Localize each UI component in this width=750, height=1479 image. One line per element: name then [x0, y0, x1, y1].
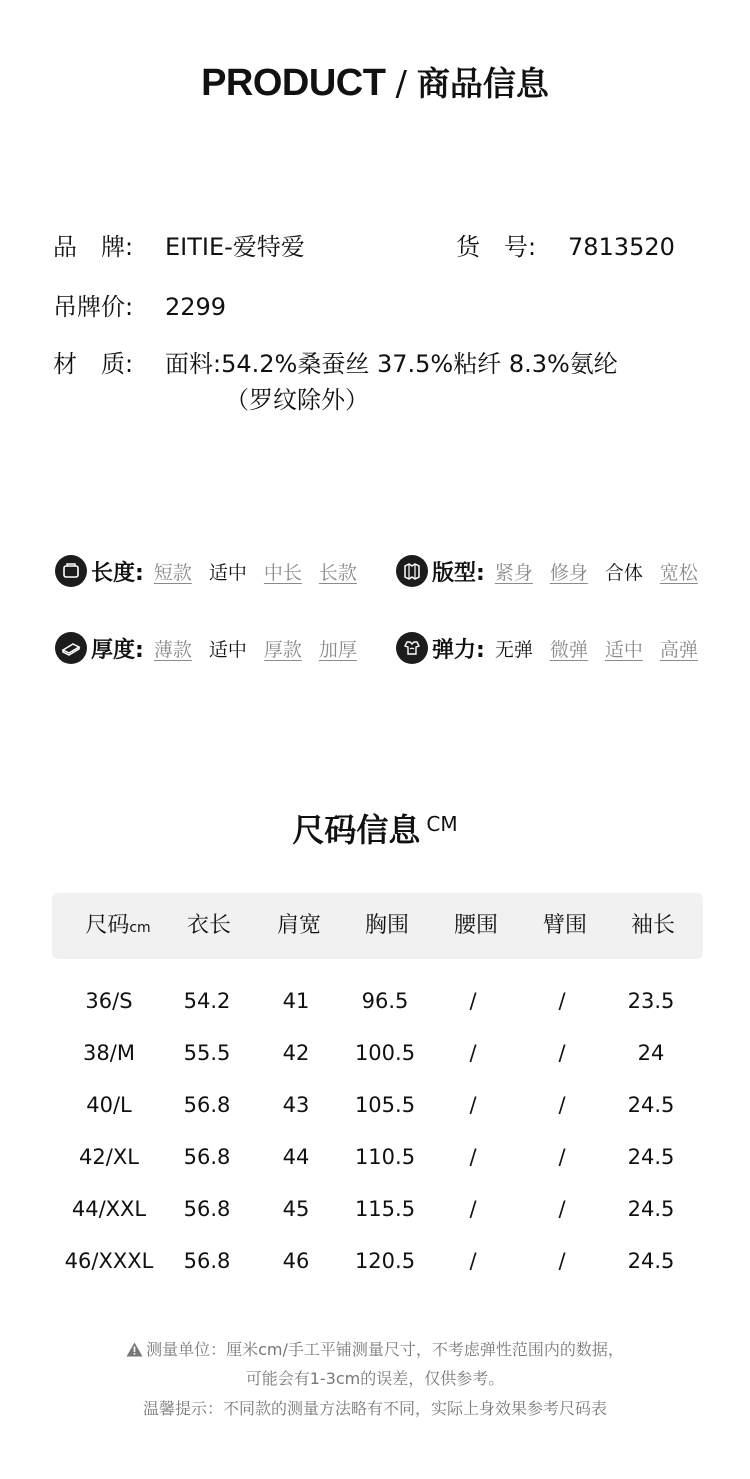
price-value: 2299: [165, 293, 227, 321]
table-cell: /: [558, 1145, 566, 1169]
size-section-title: [0, 805, 750, 851]
attr-thickness: [55, 631, 374, 665]
page-title: [0, 58, 750, 105]
table-row: [0, 1142, 750, 1172]
table-cell: 100.5: [354, 1041, 416, 1065]
fit-icon: [396, 555, 428, 587]
table-cell: 46: [282, 1249, 310, 1273]
table-cell: /: [558, 1197, 566, 1221]
table-cell: 42: [282, 1041, 310, 1065]
table-cell: /: [469, 1093, 477, 1117]
attr-elasticity-opt-0: 无弹: [494, 638, 533, 661]
table-cell: /: [469, 1041, 477, 1065]
table-cell: 24: [637, 1041, 665, 1065]
table-row: [0, 1194, 750, 1224]
size-title-unit: CM: [426, 812, 458, 836]
table-cell: 24.5: [627, 1249, 675, 1273]
warning-icon: [126, 1342, 143, 1357]
attr-thickness-name: 厚度:: [91, 637, 144, 663]
attr-fit-opt-1: 修身: [549, 561, 588, 584]
title-slash: /: [395, 64, 407, 104]
attr-fit: [396, 554, 698, 588]
brand-row: [53, 227, 305, 262]
table-cell: 43: [282, 1093, 310, 1117]
table-cell: /: [469, 1145, 477, 1169]
attr-length-name: 长度:: [91, 560, 144, 586]
attr-elasticity-name: 弹力:: [432, 637, 485, 663]
header-size-unit: cm: [129, 920, 151, 936]
table-cell: /: [469, 989, 477, 1013]
table-cell: /: [558, 1093, 566, 1117]
header-chest: 胸围: [364, 913, 410, 938]
table-cell: 54.2: [183, 989, 231, 1013]
table-cell: 110.5: [354, 1145, 416, 1169]
brand-label: 品 牌:: [53, 233, 134, 261]
table-cell: 105.5: [354, 1093, 416, 1117]
table-cell: 56.8: [183, 1145, 231, 1169]
size-title-text: 尺码信息: [292, 811, 421, 849]
table-cell: /: [558, 1249, 566, 1273]
table-cell: 56.8: [183, 1093, 231, 1117]
table-row: [0, 1090, 750, 1120]
table-cell: 24.5: [627, 1093, 675, 1117]
table-cell: 24.5: [627, 1145, 675, 1169]
table-cell: 55.5: [183, 1041, 231, 1065]
header-shoulder: 肩宽: [276, 913, 322, 938]
price-row: [53, 287, 226, 322]
table-cell: 96.5: [361, 989, 409, 1013]
table-cell: 24.5: [627, 1197, 675, 1221]
table-cell: 44: [282, 1145, 310, 1169]
table-cell: 46/XXXL: [64, 1249, 154, 1273]
table-row: [0, 1246, 750, 1276]
brand-value: EITIE-爱特爱: [165, 233, 305, 261]
elasticity-icon: [396, 632, 428, 664]
attr-thickness-opt-0: 薄款: [153, 638, 192, 661]
table-row: [0, 1038, 750, 1068]
table-cell: /: [558, 1041, 566, 1065]
attr-length-opt-1: 适中: [208, 561, 247, 584]
price-label: 吊牌价:: [53, 293, 134, 321]
table-cell: /: [469, 1249, 477, 1273]
table-cell: 23.5: [627, 989, 675, 1013]
table-cell: /: [558, 989, 566, 1013]
attr-length-opt-0: 短款: [153, 561, 192, 584]
note-line-2: 可能会有1-3cm的误差，仅供参考。: [245, 1369, 505, 1388]
table-cell: 56.8: [183, 1249, 231, 1273]
header-waist: 腰围: [453, 913, 499, 938]
note-line-1: 测量单位：厘米cm/手工平铺测量尺寸，不考虑弹性范围内的数据，: [0, 1337, 750, 1360]
attr-fit-opt-3: 宽松: [659, 561, 698, 584]
header-size: 尺码cm: [85, 913, 151, 938]
header-length: 衣长: [186, 913, 232, 938]
material-label: 材 质:: [53, 350, 134, 378]
table-cell: /: [469, 1197, 477, 1221]
header-sleeve: 袖长: [630, 913, 676, 938]
attr-fit-opt-2: 合体: [604, 561, 643, 584]
attr-elasticity-opt-1: 微弹: [549, 638, 588, 661]
attr-elasticity-opt-3: 高弹: [659, 638, 698, 661]
sku-label: 货 号:: [456, 233, 537, 261]
header-arm: 臂围: [542, 913, 588, 938]
thickness-icon: [55, 632, 87, 664]
table-cell: 42/XL: [79, 1145, 139, 1169]
sku-row: [456, 227, 675, 262]
material-note: （罗纹除外）: [225, 386, 369, 414]
table-cell: 41: [282, 989, 310, 1013]
material-value: 面料:54.2%桑蚕丝 37.5%粘纤 8.3%氨纶: [165, 350, 618, 378]
attr-elasticity: [396, 631, 698, 665]
table-row: [0, 986, 750, 1016]
title-en: PRODUCT: [201, 62, 386, 104]
table-cell: 44/XXL: [71, 1197, 147, 1221]
note-line-3: 温馨提示：不同款的测量方法略有不同，实际上身效果参考尺码表: [142, 1399, 607, 1418]
table-cell: 120.5: [354, 1249, 416, 1273]
attr-fit-opt-0: 紧身: [494, 561, 533, 584]
material-row: [53, 344, 618, 379]
attr-elasticity-opt-2: 适中: [604, 638, 643, 661]
table-cell: 45: [282, 1197, 310, 1221]
table-cell: 40/L: [86, 1093, 132, 1117]
table-cell: 56.8: [183, 1197, 231, 1221]
table-cell: 36/S: [85, 989, 133, 1013]
attr-fit-name: 版型:: [432, 560, 485, 586]
title-cn: 商品信息: [416, 64, 549, 103]
attr-length-opt-2: 中长: [263, 561, 302, 584]
attr-thickness-opt-3: 加厚: [318, 638, 357, 661]
size-table-header: [52, 893, 703, 959]
attr-thickness-opt-1: 适中: [208, 638, 247, 661]
attr-thickness-opt-2: 厚款: [263, 638, 302, 661]
table-cell: 38/M: [83, 1041, 135, 1065]
table-cell: 115.5: [354, 1197, 416, 1221]
attr-length-opt-3: 长款: [318, 561, 357, 584]
sku-value: 7813520: [568, 233, 675, 261]
attr-length: [55, 554, 374, 588]
length-icon: [55, 555, 87, 587]
